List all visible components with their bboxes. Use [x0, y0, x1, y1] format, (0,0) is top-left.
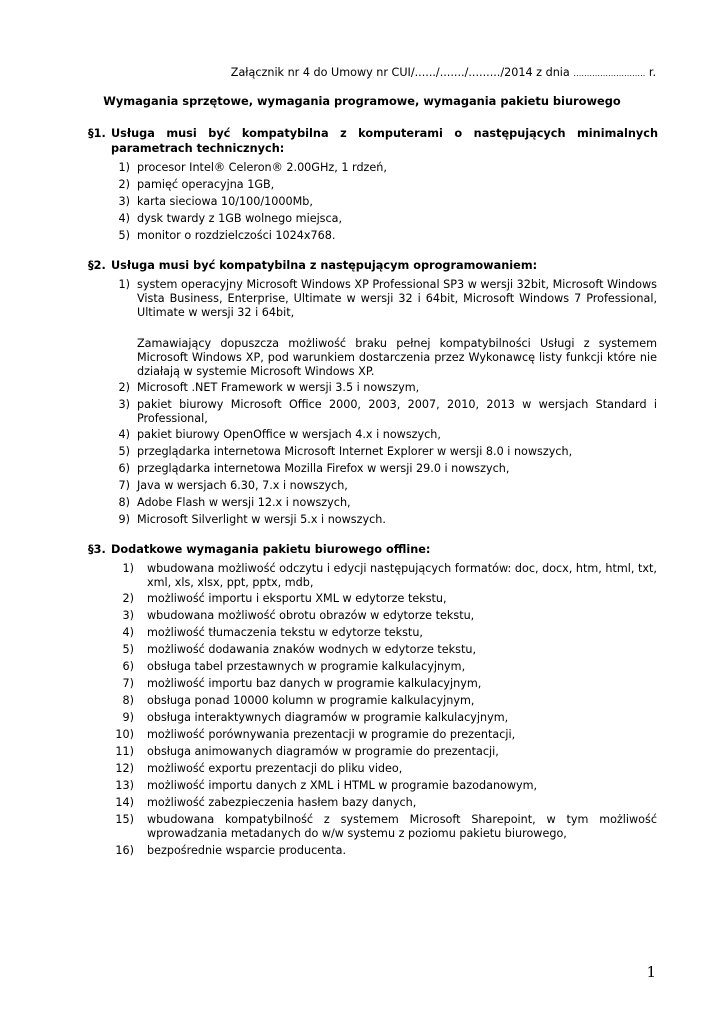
section-2-heading-text: Usługa musi być kompatybilna z następującym oprogramowaniem: [111, 259, 538, 272]
list-item: 2) możliwość importu i eksportu XML w edytorze tekstu, [122, 592, 447, 605]
list-item: 1) procesor Intel® Celeron® 2.00GHz, 1 rdzeń, [118, 161, 387, 174]
list-item: 3) pakiet biurowy Microsoft Office 2000, 2003, 2007, 2010, 2013 w wersjach Standard i Professional, [118, 398, 657, 425]
list-item: 5) monitor o rozdzielczości 1024x768. [118, 229, 336, 242]
list-item: 2) pamięć operacyjna 1GB, [118, 178, 275, 191]
list-item: 4) możliwość tłumaczenia tekstu w edytorze tekstu, [122, 626, 423, 639]
list-item: 12) możliwość exportu prezentacji do pliku video, [115, 762, 403, 775]
list-item: 4) pakiet biurowy OpenOffice w wersjach 4.x i nowszych, [118, 428, 441, 441]
list-item: 8) obsługa ponad 10000 kolumn w programie kalkulacyjnym, [122, 694, 475, 707]
list-item: 5) przeglądarka internetowa Microsoft Internet Explorer w wersji 8.0 i nowszych, [118, 445, 573, 458]
date-dots: ……………………… [573, 69, 646, 78]
document-title: Wymagania sprzętowe, wymagania programowe, wymagania pakietu biurowego [103, 94, 621, 108]
list-item: 6) przeglądarka internetowa Mozilla Firefox w wersji 29.0 i nowszych, [118, 462, 510, 475]
list-item: 13) możliwość importu danych z XML i HTML w programie bazodanowym, [115, 779, 538, 792]
section-1-heading-line1: Usługa musi być kompatybilna z komputerami o następujących minimalnych [111, 127, 658, 140]
list-item: 2) Microsoft .NET Framework w wersji 3.5 i nowszym, [118, 381, 420, 394]
list-item: 9) Microsoft Silverlight w wersji 5.x i nowszych. [118, 513, 386, 526]
section-2-number: §2. [88, 259, 106, 272]
list-item: 11) obsługa animowanych diagramów w programie do prezentacji, [115, 745, 499, 758]
list-item: 7) możliwość importu baz danych w programie kalkulacyjnym, [122, 677, 482, 690]
section-2-heading [88, 259, 658, 274]
list-item: 16) bezpośrednie wsparcie producenta. [115, 844, 347, 857]
section-1-heading [88, 127, 658, 156]
attachment-suffix: r. [645, 66, 656, 79]
page-number: 1 [646, 963, 656, 981]
list-item: 9) obsługa interaktywnych diagramów w programie kalkulacyjnym, [122, 711, 509, 724]
section-1-number: §1. [88, 127, 106, 140]
list-item: 6) obsługa tabel przestawnych w programie kalkulacyjnym, [122, 660, 466, 673]
attachment-line: Załącznik nr 4 do Umowy nr CUI/....../......./........./2014 z dnia [230, 66, 574, 79]
list-item: 3) karta sieciowa 10/100/1000Mb, [118, 195, 313, 208]
list-item: 8) Adobe Flash w wersji 12.x i nowszych, [118, 496, 351, 509]
section-2-note: Zamawiający dopuszcza możliwość braku pełnej kompatybilności Usługi z systemem Microsoft Windows XP, pod warunkiem dostarczenia przez Wykonawcę listy funkcji które nie działają w systemie Microsoft Windows XP. [137, 337, 657, 378]
list-item: 7) Java w wersjach 6.30, 7.x i nowszych, [118, 479, 348, 492]
section-1-heading-line2: parametrach technicznych: [111, 141, 285, 155]
list-item: 14) możliwość zabezpieczenia hasłem bazy danych, [115, 796, 417, 809]
section-3-heading-text: Dodatkowe wymagania pakietu biurowego offline: [111, 543, 431, 556]
list-item: 15) wbudowana kompatybilność z systemem Microsoft Sharepoint, w tym możliwość wprowadzania metadanych do w/w systemu z poziomu pakietu biurowego, [115, 813, 657, 840]
section-3-heading [88, 543, 658, 558]
list-item: 3) wbudowana możliwość obrotu obrazów w edytorze tekstu, [122, 609, 475, 622]
list-item: 10) możliwość porównywania prezentacji w programie do prezentacji, [115, 728, 516, 741]
attachment-header [231, 66, 656, 79]
list-item: 4) dysk twardy z 1GB wolnego miejsca, [118, 212, 343, 225]
section-3-number: §3. [88, 543, 106, 556]
list-item: 1) wbudowana możliwość odczytu i edycji następujących formatów: doc, docx, htm, html, txt, xml, xls, xlsx, ppt, pptx, mdb, [122, 562, 657, 589]
list-item: 5) możliwość dodawania znaków wodnych w edytorze tekstu, [122, 643, 476, 656]
list-item: 1) system operacyjny Microsoft Windows XP Professional SP3 w wersji 32bit, Microsoft Windows Vista Business, Enterprise, Ultimate w wersji 32 i 64bit, Microsoft Windows 7 Professional, Ultimate w wersji 32 i 64bit, [118, 278, 657, 319]
